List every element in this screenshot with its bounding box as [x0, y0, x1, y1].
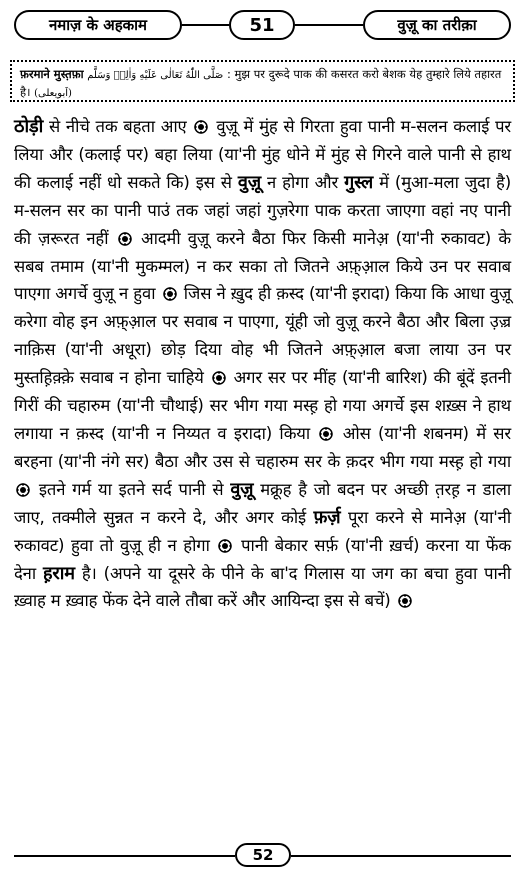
keyword-chin: ठोड़ी: [14, 116, 44, 137]
main-text: [14, 113, 511, 615]
flower-ornament-icon: [16, 483, 30, 497]
text-segment: मक्रूह है जो बदन पर अच्छी त़रह़ न डाला जाए, तक्मीले सुन्नत न करने दे, और अगर कोई: [14, 479, 512, 527]
chapter-title: वुज़ू का तरीक़ा: [363, 10, 511, 40]
text-segment: न होगा और: [267, 172, 339, 192]
page-footer: [0, 840, 525, 870]
flower-ornament-icon: [319, 427, 333, 441]
quote-label: फ़रमाने मुस्त़फ़ा: [20, 67, 84, 81]
text-segment: इतने गर्म या इतने सर्द पानी से: [38, 479, 224, 499]
text-segment: पूरा करने से मानेअ़ (या'नी रुकावट) हुवा तो वुज़ू ही न होगा: [14, 507, 512, 555]
flower-ornament-icon: [398, 594, 412, 608]
flower-ornament-icon: [163, 287, 177, 301]
keyword-wudu: वुज़ू: [237, 171, 261, 193]
footer-rule-right: [291, 855, 511, 857]
text-segment: में (मुआ-मला जुदा है) म-सलन सर का पानी पाउं तक जहां जहां गुज़रेगा पाक करता जाएगा वहां नए पानी की ज़रूरत नहीं: [14, 172, 512, 248]
flower-ornament-icon: [118, 232, 132, 246]
header-rule-right: [295, 24, 363, 26]
text-segment: से नीचे तक बहता आए: [49, 117, 187, 136]
text-segment: है। (अपने या दूसरे के पीने के बा'द गिलास या जग का बचा हुवा पानी ख़्वाह म ख़्वाह फेंक देने वाले तौबा करें और आयिन्दा इस से बचें): [14, 563, 511, 611]
salutation-text: صَلَّى اللّٰهُ تَعَالٰى عَلَيْهِ وَاٰلِهٖ وَسَلَّم: [87, 70, 224, 81]
keyword-fard: फ़र्ज़: [313, 506, 341, 528]
flower-ornament-icon: [194, 120, 208, 134]
footer-page-number: 52: [235, 843, 291, 867]
hadith-quote-box: [10, 60, 515, 102]
text-segment: जिस ने ख़ुद ही क़स्द (या'नी इरादा) किया कि आधा वुज़ू करेगा वोह इन अफ़्आ़ल पर सवाब न पाएगा, यूंही जो वुज़ू करने बैठा और बिला उ़ज़्र नाक़िस (या'नी अधूरा) छोड़ दिया वोह भी जितने अफ़्आ़ल बजा लाया उन पर मुस्तह़िक़्क़े सवाब न होना चाहिये: [14, 284, 511, 388]
text-segment: ओस (या'नी शबनम) में सर बरहना (या'नी नंगे सर) बैठा और उस से चहारुम सर के क़दर भीग गया मस्ह़ हो गया: [14, 423, 512, 471]
flower-ornament-icon: [212, 371, 226, 385]
footer-rule-left: [14, 855, 235, 857]
flower-ornament-icon: [218, 539, 232, 553]
text-segment: अगर सर पर मींह (या'नी बारिश) की बूंदें इतनी गिरीं की चहारुम (या'नी चौथाई) सर भीग गया मस्ह़ हो गया अगर्चे इस शख़्स ने हाथ लगाया न क़स्द (या'नी न निय्यत व इरादा) किया: [14, 368, 512, 443]
text-segment: आदमी वुज़ू करने बैठा फिर किसी मानेअ़ (या'नी रुकावट) के सबब तमाम (या'नी मुकम्मल) न कर सका तो जितने अफ़्आ़ल किये उन पर सवाब पाएगा अगर्चे वुज़ू न हुवा: [14, 228, 512, 304]
page-header: [0, 0, 525, 54]
page-number: 51: [229, 10, 295, 40]
keyword-haram: ह़राम: [43, 562, 75, 584]
header-rule-left: [182, 24, 229, 26]
keyword-wudu: वुज़ू: [230, 478, 254, 500]
keyword-ghusl: गुस्ल: [344, 171, 374, 193]
book-title: नमाज़ के अहकाम: [14, 10, 182, 40]
quote-text: : मुझ पर दुरूदे पाक की कसरत करो बेशक येह तुम्हारे लिये तहारत है।: [20, 67, 502, 99]
text-segment: वुज़ू में मुंह से गिरता हुवा पानी म-सलन कलाई पर लिया और (कलाई पर) बहा लिया (या'नी मुंह धोने में मुंह से गिरने वाले पानी से हाथ की कलाई नहीं धो सकते कि) इस से: [14, 117, 512, 192]
quote-reference: (اَبویعلی): [34, 88, 72, 99]
text-segment: पानी बेकार सर्फ़ (या'नी ख़र्च) करना या फेंक देना: [14, 535, 512, 583]
